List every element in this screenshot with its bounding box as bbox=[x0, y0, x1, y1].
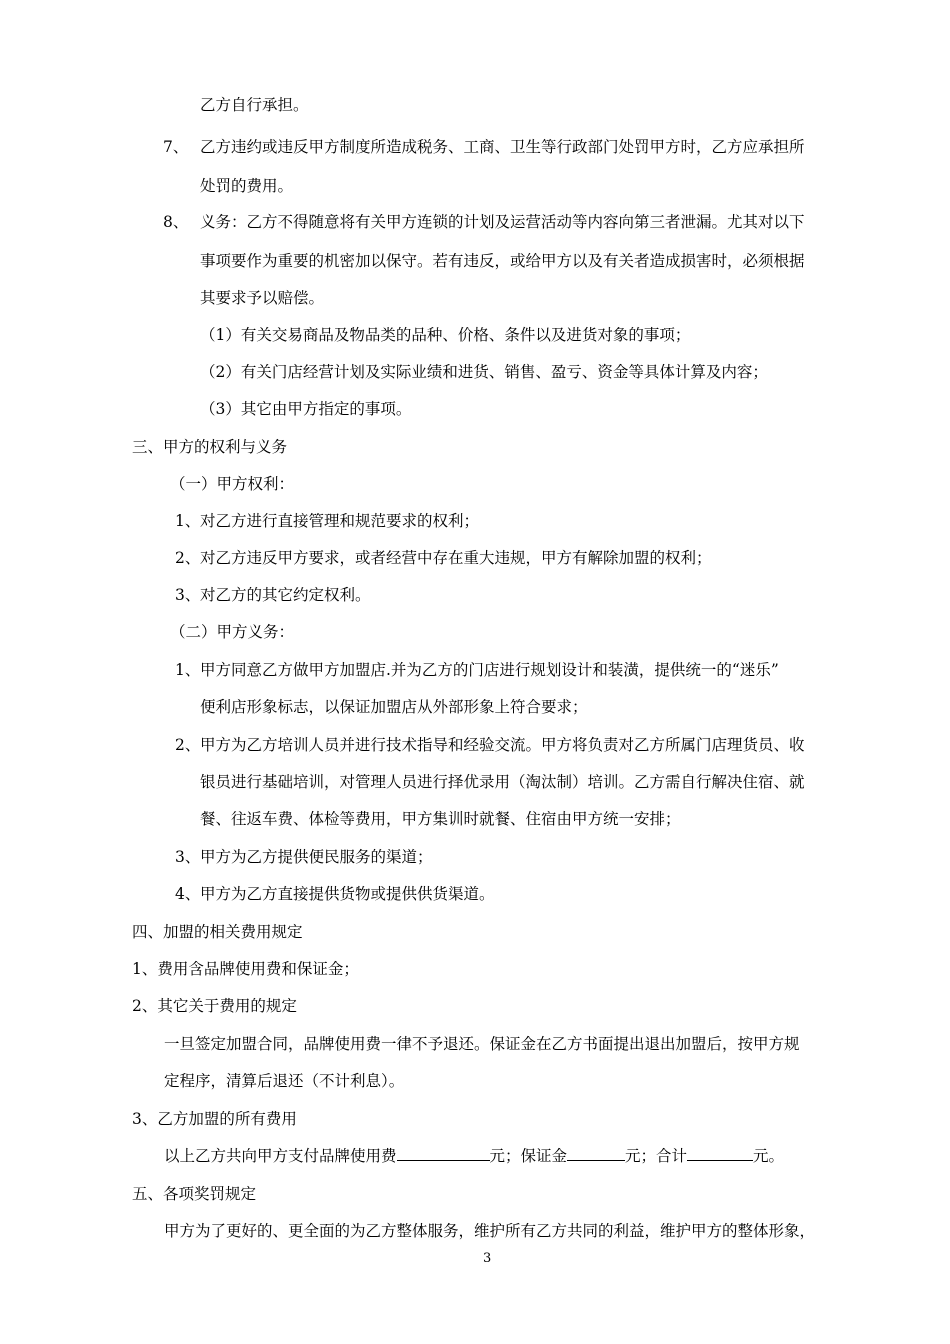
item-number: 1、 bbox=[175, 512, 201, 530]
text-line: 乙方自行承担。 bbox=[200, 96, 309, 114]
text-line: 甲方为乙方提供便民服务的渠道； bbox=[200, 848, 433, 866]
fee-line-text: 元。 bbox=[753, 1147, 785, 1165]
paragraph-line: 定程序，清算后退还（不计利息）。 bbox=[164, 1072, 405, 1090]
sub-item: （3）其它由甲方指定的事项。 bbox=[200, 400, 412, 418]
sub-item: （1）有关交易商品及物品类的品种、价格、条件以及进货对象的事项； bbox=[200, 326, 691, 344]
item-number: 1、 bbox=[175, 661, 201, 679]
item-number: 2、 bbox=[175, 549, 201, 567]
item-number: 3、 bbox=[175, 848, 201, 866]
text-line: 对乙方的其它约定权利。 bbox=[200, 586, 371, 604]
deposit-blank[interactable] bbox=[567, 1146, 625, 1161]
brand-fee-blank[interactable] bbox=[397, 1146, 490, 1161]
text-line: 对乙方违反甲方要求，或者经营中存在重大违规，甲方有解除加盟的权利； bbox=[200, 549, 712, 567]
page-number: 3 bbox=[483, 1251, 492, 1266]
text-line: 1、费用含品牌使用费和保证金； bbox=[132, 960, 359, 978]
text-line: 甲方同意乙方做甲方加盟店.并为乙方的门店进行规划设计和装潢，提供统一的“迷乐” bbox=[200, 661, 779, 679]
text-line: 对乙方进行直接管理和规范要求的权利； bbox=[200, 512, 480, 530]
item-number: 3、 bbox=[175, 586, 201, 604]
section-heading: 四、加盟的相关费用规定 bbox=[132, 923, 303, 941]
sub-item: （2）有关门店经营计划及实际业绩和进货、销售、盈亏、资金等具体计算及内容； bbox=[200, 363, 768, 381]
text-line: 处罚的费用。 bbox=[200, 177, 294, 195]
section-heading: 三、甲方的权利与义务 bbox=[132, 438, 288, 456]
text-line: 银员进行基础培训，对管理人员进行择优录用（淘汰制）培训。乙方需自行解决住宿、就 bbox=[200, 773, 805, 791]
text-line: 3、乙方加盟的所有费用 bbox=[132, 1110, 297, 1128]
total-blank[interactable] bbox=[687, 1146, 753, 1161]
text-line: 事项要作为重要的机密加以保守。若有违反，或给甲方以及有关者造成损害时，必须根据 bbox=[200, 252, 805, 270]
paragraph-line: 甲方为了更好的、更全面的为乙方整体服务，维护所有乙方共同的利益，维护甲方的整体形象， bbox=[164, 1222, 816, 1240]
text-line: 甲方为乙方培训人员并进行技术指导和经验交流。甲方将负责对乙方所属门店理货员、收 bbox=[200, 736, 805, 754]
fee-line-text: 以上乙方共向甲方支付品牌使用费 bbox=[164, 1147, 397, 1165]
text-line: 餐、往返车费、体检等费用，甲方集训时就餐、住宿由甲方统一安排； bbox=[200, 810, 681, 828]
item-number: 7、 bbox=[163, 138, 189, 156]
text-line: 2、其它关于费用的规定 bbox=[132, 997, 297, 1015]
fee-line-text: 元；合计 bbox=[625, 1147, 688, 1165]
subsection-heading: （一）甲方权利： bbox=[170, 475, 295, 493]
text-line: 便利店形象标志，以保证加盟店从外部形象上符合要求； bbox=[200, 698, 588, 716]
text-line: 其要求予以赔偿。 bbox=[200, 289, 325, 307]
paragraph-line: 一旦签定加盟合同，品牌使用费一律不予退还。保证金在乙方书面提出退出加盟后，按甲方规 bbox=[164, 1035, 800, 1053]
text-line: 义务：乙方不得随意将有关甲方连锁的计划及运营活动等内容向第三者泄漏。尤其对以下 bbox=[200, 213, 805, 231]
subsection-heading: （二）甲方义务： bbox=[170, 623, 295, 641]
text-line: 乙方违约或违反甲方制度所造成税务、工商、卫生等行政部门处罚甲方时，乙方应承担所 bbox=[200, 138, 805, 156]
fee-line bbox=[164, 1146, 784, 1166]
section-heading: 五、各项奖罚规定 bbox=[132, 1185, 257, 1203]
item-number: 2、 bbox=[175, 736, 201, 754]
item-number: 4、 bbox=[175, 885, 201, 903]
item-number: 8、 bbox=[163, 213, 189, 231]
text-line: 甲方为乙方直接提供货物或提供供货渠道。 bbox=[200, 885, 495, 903]
fee-line-text: 元；保证金 bbox=[489, 1147, 568, 1165]
